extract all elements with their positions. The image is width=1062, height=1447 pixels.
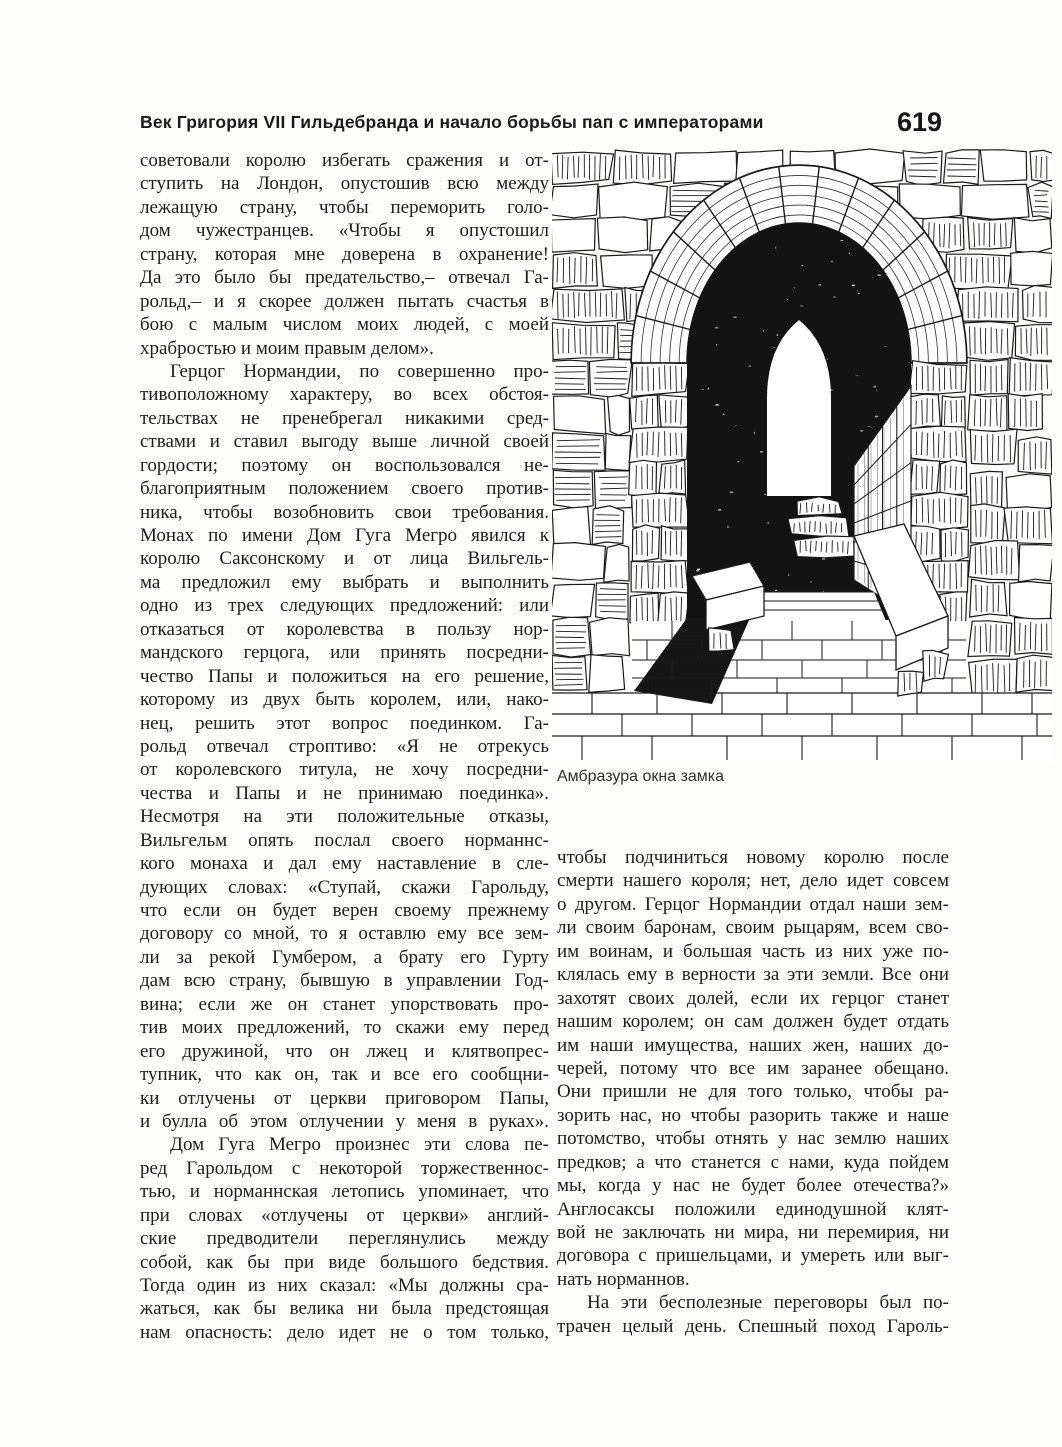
text-line: ступить на Лондон, опустошив всю между [140, 173, 549, 195]
page-number: 619 [896, 107, 942, 137]
castle-window-engraving-image [552, 148, 1052, 762]
text-line: отказаться от королевства в пользу нор- [140, 618, 549, 640]
text-line: ские предводители переглянулись между [140, 1228, 549, 1250]
text-line: советовали королю избегать сражения и от- [140, 150, 549, 171]
text-line: нам опасность: дело идет не о том только, [140, 1321, 549, 1343]
text-line: нец, решить этот вопрос поединком. Га- [140, 712, 549, 734]
text-line: Англосаксы положили единодушной клят- [557, 1198, 949, 1220]
text-line: при словах «отлучены от церкви» англий- [140, 1204, 549, 1226]
text-line: смерти нашего короля; нет, дело идет совсем [557, 870, 949, 892]
text-line: королю Саксонскому и от лица Вильгель- [140, 548, 549, 570]
text-line: нать норманнов. [557, 1268, 690, 1290]
text-line: одно из трех следующих предложений: или [140, 595, 549, 617]
figure [552, 148, 1052, 762]
text-line: им наши имущества, наших жен, наших до- [557, 1034, 949, 1056]
text-line: черей, потому что все им заранее обещано. [557, 1057, 949, 1079]
left-text-column [140, 149, 549, 1344]
text-line: Тогда один из них сказал: «Мы должны сра- [140, 1275, 549, 1296]
text-line: нашим королем; он сам должен будет отдать [557, 1011, 949, 1033]
text-line: дующих словах: «Ступай, скажи Гарольду, [140, 876, 549, 898]
text-line: трачен целый день. Спешный поход Гароль- [557, 1315, 949, 1337]
text-line: мандского герцога, или принять посредни- [140, 642, 549, 664]
text-line: от королевского титула, не хочу посредни- [140, 759, 549, 781]
text-line: ника, чтобы возобновить свои требования. [140, 501, 549, 523]
paragraph [140, 149, 549, 360]
paragraph [557, 1291, 949, 1338]
text-line: На эти бесполезные переговоры был по- [587, 1292, 949, 1314]
chapter-title: Век Григория VII Гильдебранда и начало борьбы пап с императорами [140, 112, 764, 132]
right-text-column [557, 846, 949, 1338]
text-line: ред Гарольдом с некоторой торжественнос- [140, 1157, 549, 1179]
text-line: дам всю страну, бывшую в управлении Год- [140, 970, 549, 992]
paragraph [557, 846, 949, 1291]
text-line: захотят своих долей, если их герцог станет [557, 987, 949, 1009]
text-line: ствами и ставил выгоду выше личной своей [140, 431, 549, 453]
paragraph [140, 360, 549, 1133]
text-line: вой не заключать ни мира, ни перемирия, ни [557, 1222, 949, 1243]
text-line: чество Папы и положиться на его решение, [140, 665, 549, 687]
text-line: его дружиной, что он лжец и клятвопрес- [140, 1040, 549, 1062]
text-line: Да это было бы предательство,– отвечал Га- [140, 267, 549, 289]
text-line: потомство, чтобы отнять у нас землю наших [557, 1128, 949, 1150]
text-line: ли за рекой Гумбером, а брату его Гурту [140, 946, 549, 968]
text-line: мы, когда у нас не будет более отечества?» [557, 1175, 949, 1197]
text-line: дом чужестранцев. «Чтобы я опустошил [140, 220, 549, 242]
text-line: которому из двух быть королем, или, нако- [140, 689, 549, 711]
text-line: благоприятным положением своего против- [140, 478, 549, 500]
text-line: ки отлучены от церкви приговором Папы, [140, 1087, 549, 1109]
running-header [140, 107, 952, 137]
text-line: рольд,– и я скорее должен пытать счастья в [140, 290, 549, 312]
text-line: предков; а что станется с нами, куда пойдем [557, 1151, 949, 1173]
figure-caption: Амбразура окна замка [557, 768, 725, 785]
text-line: рольд отвечал строптиво: «Я не отрекусь [140, 735, 549, 757]
text-line: кого монаха и дал ему наставление в сле- [140, 853, 549, 875]
text-line: зорить нас, но чтобы разорить также и наше [557, 1104, 949, 1126]
text-line: тупник, что как он, так и все его сообщни- [140, 1064, 549, 1086]
text-line: ма предложил ему выбрать и выполнить [140, 571, 549, 593]
text-line: чтобы подчиниться новому королю после [557, 847, 949, 868]
text-line: Они пришли не для того только, чтобы ра- [557, 1081, 949, 1103]
text-line: тью, и норманнская летопись упоминает, что [140, 1181, 549, 1203]
text-line: лежащую страну, чтобы переморить голо- [140, 196, 549, 218]
text-line: тельствах не пренебрегал никакими сред- [140, 407, 549, 429]
text-line: тивоположному характеру, во всех обстоя- [140, 384, 549, 406]
text-line: тив моих предложений, то скажи ему перед [140, 1017, 549, 1039]
text-line: жаться, как бы велика ни была предстоящая [140, 1298, 549, 1320]
text-line: клялась ему в верности за эти земли. Все они [557, 964, 949, 986]
text-line: о другом. Герцог Нормандии отдал наши зем- [557, 893, 949, 915]
text-line: собой, как бы при виде большого бедствия. [140, 1251, 549, 1273]
text-line: Монах по имени Дом Гуга Мегро явился к [140, 525, 549, 546]
text-line: им воинам, и большая часть из них уже по- [557, 940, 949, 962]
text-line: Вильгельм опять послал своего норманнс- [140, 829, 549, 851]
text-line: Герцог Нормандии, по совершенно про- [170, 360, 549, 382]
text-line: что если он будет верен своему прежнему [140, 900, 549, 921]
text-line: Несмотря на эти положительные отказы, [140, 806, 549, 828]
text-line: вина; если же он станет упорствовать про- [140, 993, 549, 1015]
text-line: и булла об этом отлучении у меня в руках». [140, 1110, 549, 1132]
text-line: Дом Гуга Мегро произнес эти слова пе- [170, 1134, 549, 1156]
text-line: ли своим баронам, своим рыцарям, всем сво- [557, 917, 949, 939]
text-line: страну, которая мне доверена в охранение! [140, 243, 549, 265]
text-line: бою с малым числом моих людей, с моей [140, 314, 549, 336]
text-line: храбростью и моим правым делом». [140, 337, 434, 359]
text-line: договору со мной, то я оставлю ему все зем- [140, 923, 549, 945]
text-line: гордости; поэтому он воспользовался не- [140, 454, 549, 476]
text-line: чества и Папы и не принимаю поединка». [140, 782, 549, 804]
paragraph [140, 1133, 549, 1344]
text-line: договора с пришельцами, и умереть или выг- [557, 1245, 949, 1267]
